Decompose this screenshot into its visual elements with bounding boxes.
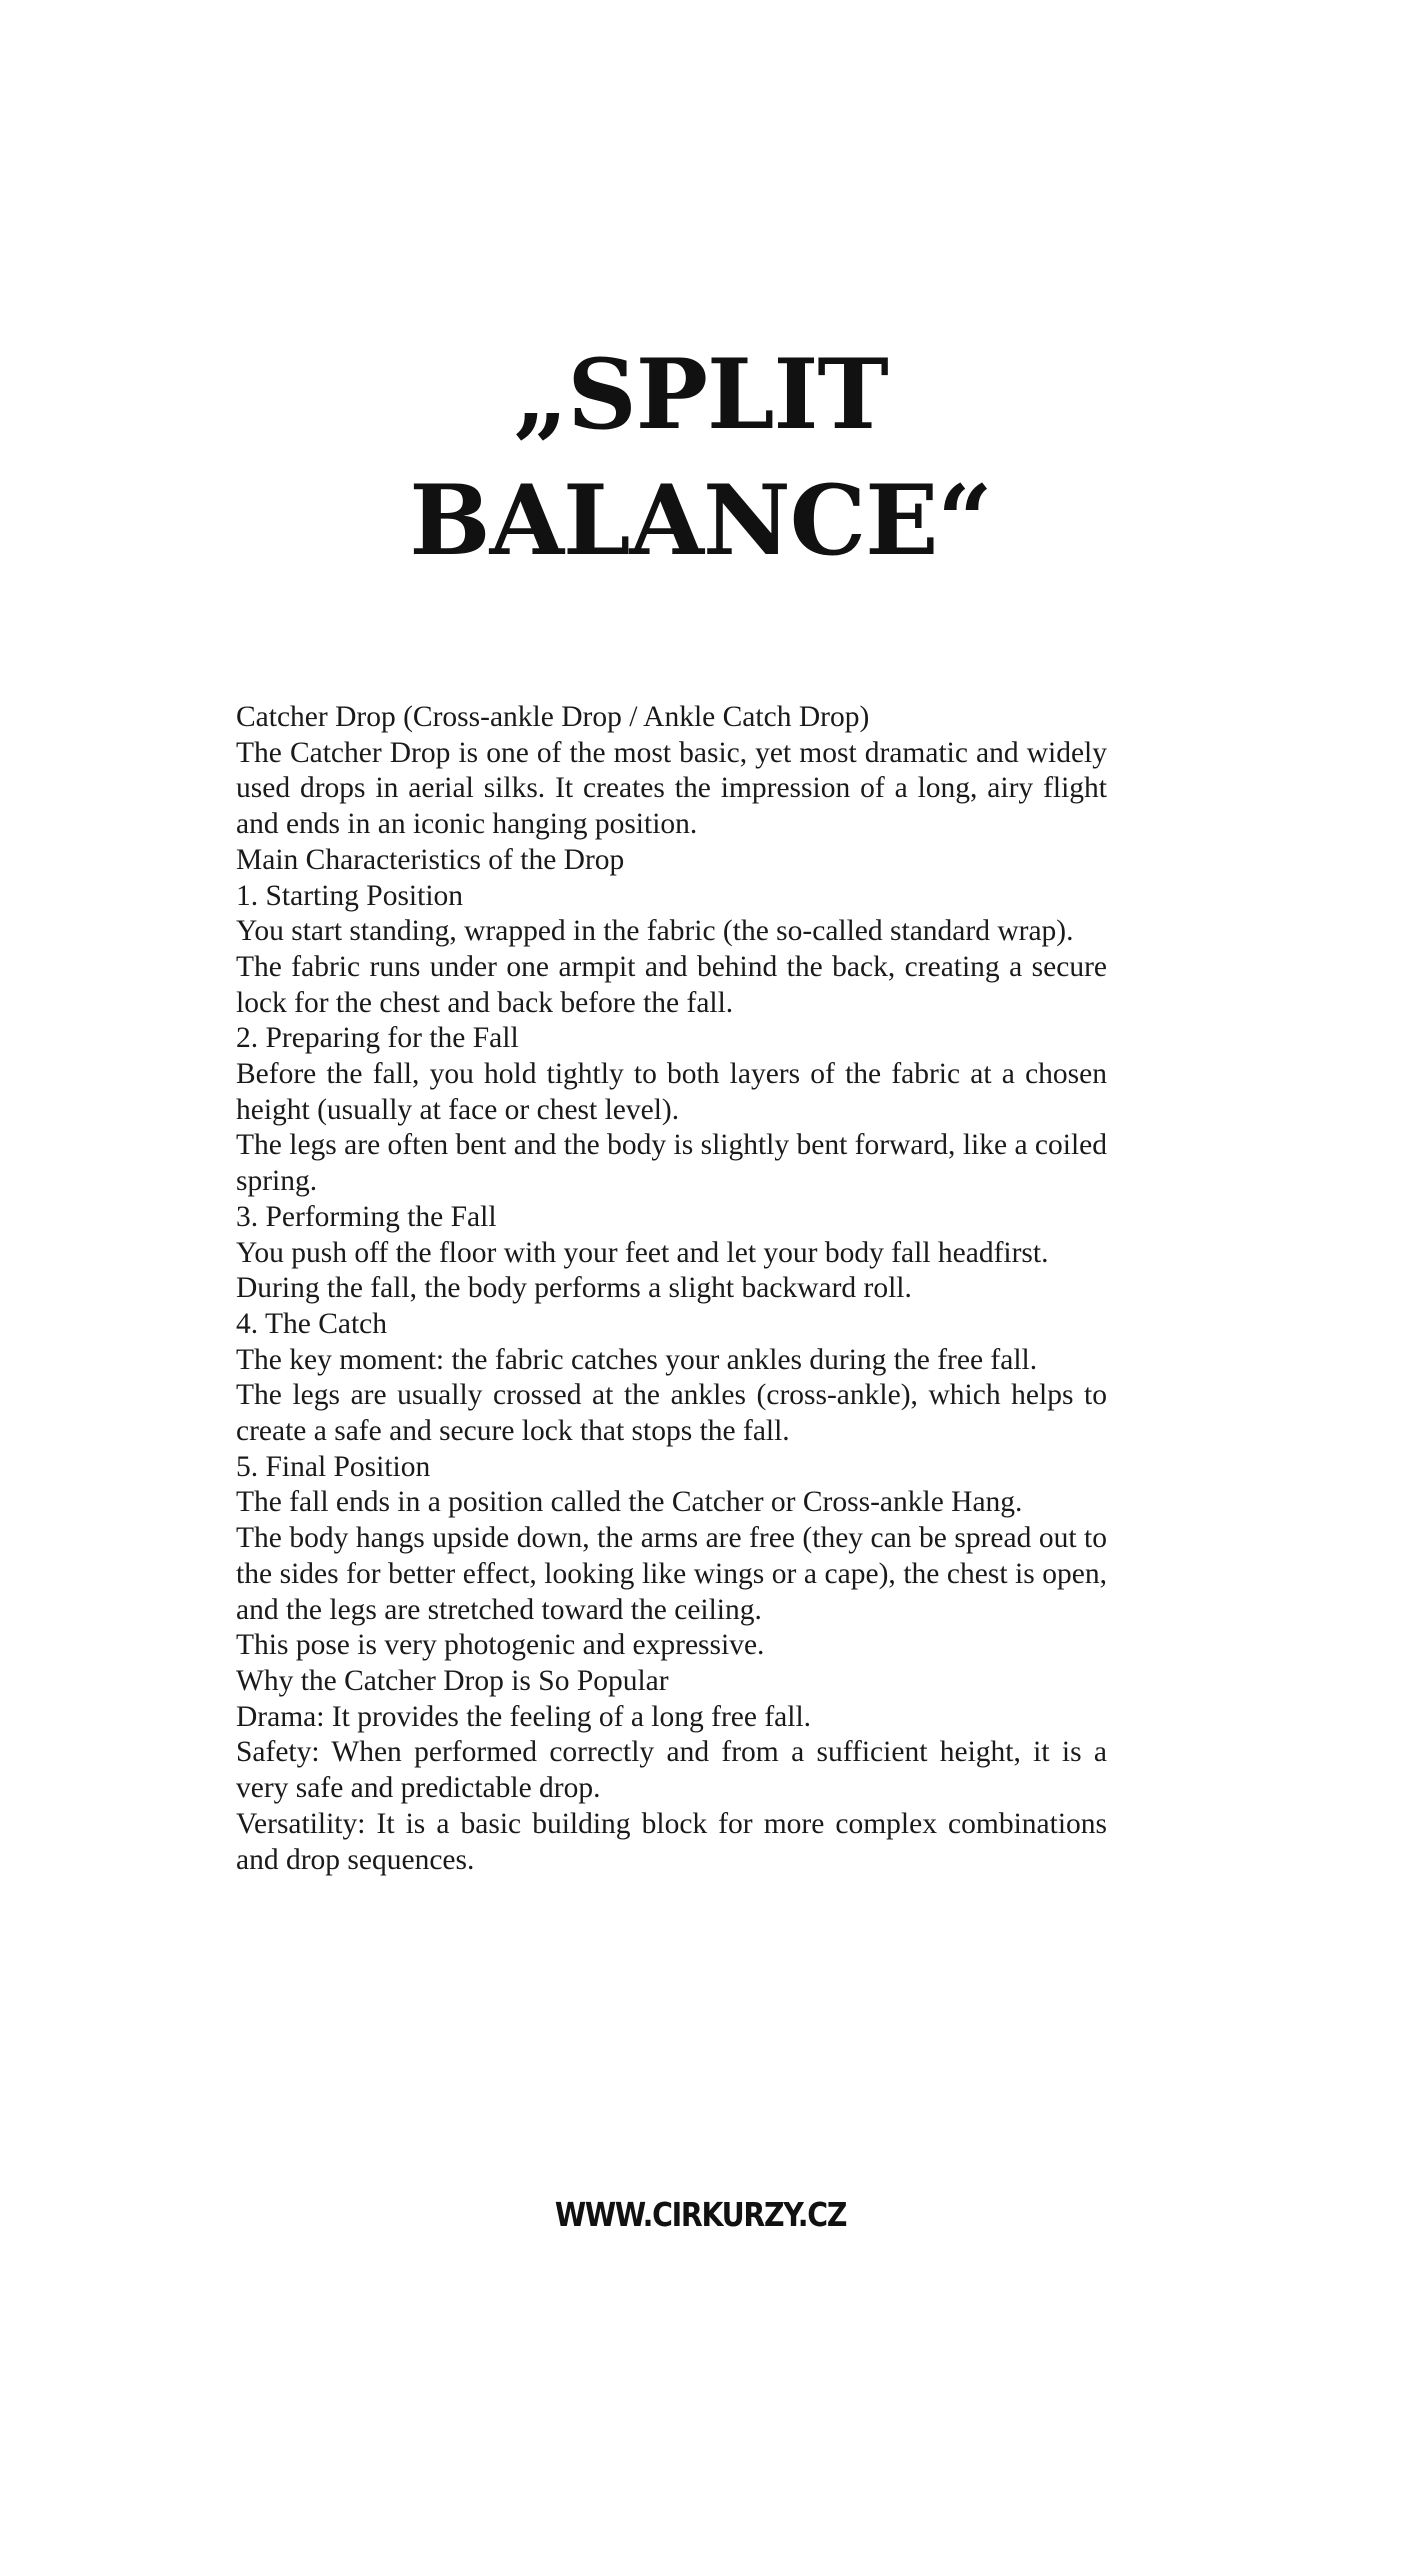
paragraph: This pose is very photogenic and expressive. [236,1629,765,1662]
article-body [236,700,1107,1878]
footer-website-url: WWW.CIRKURZY.CZ [554,2195,847,2234]
paragraph: The legs are usually crossed at the ankles (cross-ankle), which helps to create a safe and secure lock that stops the fall. [236,1379,1107,1448]
paragraph: Safety: When performed correctly and from a sufficient height, it is a very safe and predictable drop. [236,1736,1107,1805]
paragraph: Drama: It provides the feeling of a long free fall. [236,1700,812,1733]
paragraph: The body hangs upside down, the arms are free (they can be spread out to the sides for better effect, looking like wings or a cape), the chest is open, and the legs are stretched toward the ceiling. [236,1522,1107,1626]
paragraph: You start standing, wrapped in the fabric (the so-called standard wrap). [236,915,1074,948]
paragraph: During the fall, the body performs a slight backward roll. [236,1272,912,1305]
paragraph: The key moment: the fabric catches your ankles during the free fall. [236,1343,1038,1376]
paragraph: The fall ends in a position called the Catcher or Cross-ankle Hang. [236,1486,1023,1519]
paragraph: You push off the floor with your feet and let your body fall headfirst. [236,1236,1049,1269]
page-title-line-1: „SPLIT [513,338,888,451]
page-title [0,332,1401,584]
section-heading: Main Characteristics of the Drop [236,843,625,876]
step-heading: 4. The Catch [236,1307,388,1340]
step-heading: 5. Final Position [236,1450,431,1483]
step-heading: 3. Performing the Fall [236,1200,497,1233]
paragraph: Versatility: It is a basic building block for more complex combinations and drop sequences. [236,1807,1107,1876]
paragraph: Before the fall, you hold tightly to both layers of the fabric at a chosen height (usually at face or chest level). [236,1058,1107,1126]
intro-paragraph: The Catcher Drop is one of the most basic, yet most dramatic and widely used drops in aerial silks. It creates the impression of a long, airy flight and ends in an iconic hanging position. [236,736,1107,841]
section-heading: Catcher Drop (Cross-ankle Drop / Ankle Catch Drop) [236,701,870,733]
page-title-line-2: BALANCE“ [409,464,992,577]
step-heading: 2. Preparing for the Fall [236,1022,519,1055]
paragraph: The fabric runs under one armpit and behind the back, creating a secure lock for the chest and back before the fall. [236,950,1107,1019]
step-heading: 1. Starting Position [236,879,464,912]
paragraph: The legs are often bent and the body is slightly bent forward, like a coiled spring. [236,1129,1107,1198]
section-heading: Why the Catcher Drop is So Popular [236,1664,669,1697]
